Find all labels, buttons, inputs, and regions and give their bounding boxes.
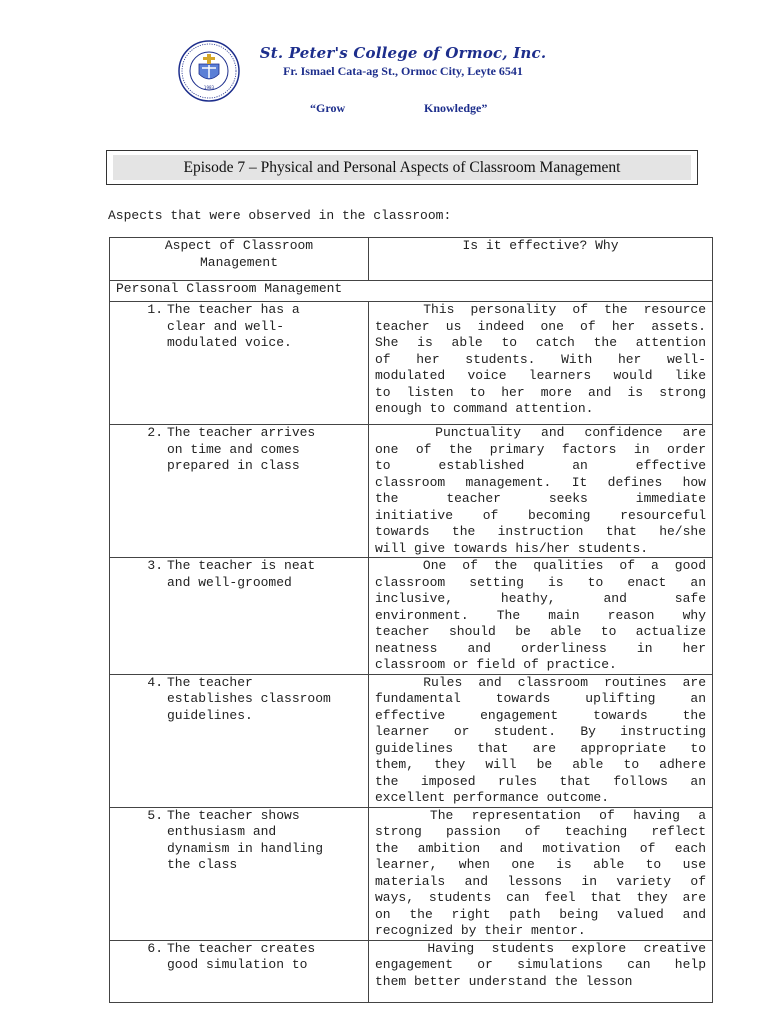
effectiveness-text: Rules and classroom routines are fundamental towards uplifting an effective engagement towards the learner or student. By instructing guidelines that are appropriate to them, they will be able to adhere the imposed rules that follows an excellent performance outcome. (375, 674, 706, 805)
table-row (110, 302, 713, 425)
section-row (110, 281, 713, 302)
section-title: Personal Classroom Management (110, 281, 713, 302)
aspect-cell (110, 807, 369, 940)
school-name: St. Peter's College of Ormoc, Inc. (259, 44, 547, 62)
effectiveness-text: The representation of having a strong passion of teaching reflect the ambition and motivation of each learner, when one is able to use materials and lessons in variety of ways, students can feel that they are on the right path being valued and recognized by their mentor. (375, 807, 706, 938)
aspect-text: The teacher establishes classroom guidelines. (167, 674, 331, 723)
table-row (110, 558, 713, 675)
aspect-text: The teacher shows enthusiasm and dynamism in handling the class (167, 807, 324, 872)
item-number: 1. (147, 302, 163, 317)
table-row (110, 940, 713, 1002)
table-row (110, 425, 713, 558)
effectiveness-cell (369, 425, 713, 558)
item-number: 4. (147, 674, 163, 690)
effectiveness-cell (369, 940, 713, 1002)
school-address: Fr. Ismael Cata-ag St., Ormoc City, Leyte 6541 (283, 64, 523, 78)
effectiveness-text: Having students explore creative engagement or simulations can help them better understand the lesson (375, 940, 706, 989)
episode-title-box (106, 150, 698, 185)
aspect-cell (110, 425, 369, 558)
aspect-text: The teacher has a clear and well- modulated voice. (167, 302, 300, 350)
effectiveness-text: One of the qualities of a good classroom setting is to enact an inclusive, heathy, and safe environment. The main reason why teacher should be able to actualize neatness and orderliness in her classroom or field of practice. (375, 558, 706, 672)
motto-part-1: “Grow (310, 101, 346, 115)
aspect-cell (110, 674, 369, 807)
effectiveness-cell (369, 302, 713, 425)
intro-text: Aspects that were observed in the classroom: (108, 208, 452, 223)
table-row (110, 674, 713, 807)
aspect-cell (110, 940, 369, 1002)
item-number: 2. (147, 425, 163, 440)
aspect-cell (110, 302, 369, 425)
effectiveness-text: Punctuality and confidence are one of the primary factors in order to established an effective classroom management. It defines how the teacher seeks immediate initiative of becoming resourceful towards the instruction that he/she will give towards his/her students. (375, 425, 706, 556)
effectiveness-text: This personality of the resource teacher us indeed one of her assets. She is able to catch the attention of her students. With her well- modulated voice learners would like to listen to her more and is strong enough to command attention. (375, 302, 706, 416)
table-header-row (110, 238, 713, 281)
aspect-text: The teacher is neat and well-groomed (167, 558, 316, 590)
effectiveness-cell (369, 558, 713, 675)
aspect-cell (110, 558, 369, 675)
motto-part-2: Knowledge” (424, 101, 488, 115)
svg-text:1983: 1983 (203, 85, 215, 90)
aspect-text: The teacher creates good simulation to (167, 940, 316, 972)
effectiveness-cell (369, 674, 713, 807)
item-number: 6. (147, 940, 163, 956)
item-number: 3. (147, 558, 163, 573)
item-number: 5. (147, 807, 163, 823)
table-row (110, 807, 713, 940)
effectiveness-cell (369, 807, 713, 940)
header-aspect: Aspect of Classroom Management (110, 238, 369, 281)
header-effective: Is it effective? Why (369, 238, 713, 281)
observation-table (109, 237, 713, 1003)
episode-title: Episode 7 – Physical and Personal Aspects of Classroom Management (113, 155, 691, 180)
aspect-text: The teacher arrives on time and comes prepared in class (167, 425, 316, 473)
college-seal-icon (178, 40, 240, 102)
